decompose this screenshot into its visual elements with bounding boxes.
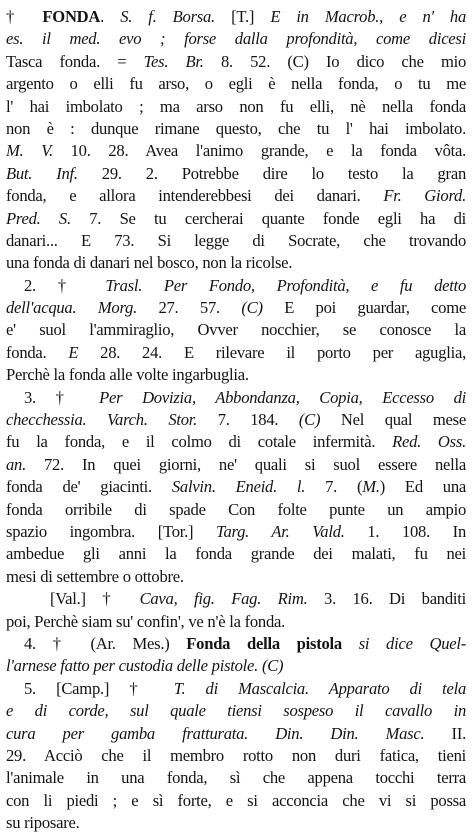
text-run: Salvin. Eneid. l. (171, 477, 306, 497)
text-run: FONDA (42, 7, 101, 26)
text-run: 10. 28. Avea l'animo grande, e la fonda vôta. (52, 141, 466, 161)
text-run: [Val.] † (50, 589, 140, 609)
text-run: mesi di settembre o ottobre. (6, 566, 184, 586)
text-line (6, 51, 466, 73)
text-run: 3. † (24, 387, 100, 407)
text-line (6, 431, 466, 453)
text-run: M. V. (6, 141, 53, 161)
text-run: E in Macrob., e n' ha (270, 7, 466, 26)
text-line (6, 118, 466, 140)
text-run: Fr. Giord. (383, 186, 466, 206)
text-run: [T.] (214, 7, 271, 26)
text-run: e di corde, sul quale tiensi sospeso il cavallo in (6, 701, 466, 721)
text-line (6, 275, 466, 297)
text-run: una fonda di danari nel bosco, non la ricolse. (6, 253, 293, 273)
text-line (6, 96, 466, 118)
text-line (6, 499, 466, 521)
text-run: . (100, 7, 121, 26)
text-run: ambedue gli anni la fonda grande dei malati, fu nei (6, 544, 466, 564)
text-line (6, 633, 466, 655)
text-run: Cava, fig. Fag. Rim. (139, 589, 308, 609)
text-line (6, 767, 466, 789)
text-line (6, 588, 466, 610)
text-line (6, 611, 466, 633)
text-run: su riposare. (6, 813, 80, 833)
text-run: fu la fonda, e il colmo di cotale infermità. (6, 432, 393, 452)
text-line (6, 476, 466, 498)
text-run: E poi guardar, come (262, 298, 466, 318)
text-line (6, 28, 466, 50)
text-run: T. di Mascalcia. Apparato di tela (173, 678, 466, 698)
text-run: 8. 52. (C) Io dico che mio (203, 51, 466, 71)
text-line (6, 543, 466, 565)
text-line (6, 319, 466, 341)
text-run: (C) (241, 298, 263, 318)
text-line (6, 409, 466, 431)
text-run: fonda orribile di spade Con folte punte un ampio (6, 499, 466, 519)
text-run: 2. † (24, 275, 106, 295)
text-line (6, 655, 466, 677)
text-run: Trasl. Per Fondo, Profondità, e fu detto (105, 275, 466, 295)
text-line (6, 230, 466, 252)
text-run: (C) (298, 410, 321, 430)
text-run: II. (424, 723, 466, 743)
text-run: † (6, 7, 43, 26)
text-run: E (68, 342, 79, 362)
text-run: Per Dovizia, Abbondanza, Copia, Eccesso di (99, 387, 466, 407)
text-run: 7. 184. (197, 410, 299, 430)
text-run: es. il med. evo ; forse dalla profondità, come dicesi (6, 29, 466, 49)
text-run: fonda de' giacinti. (6, 477, 172, 497)
text-run: checchessia. Varch. Stor. (6, 410, 198, 430)
text-run: l'animale in una fonda, sì che appena tocchi terra (6, 768, 466, 788)
text-line (6, 790, 466, 812)
text-line (6, 163, 466, 185)
text-run: Red. Oss. (392, 432, 466, 452)
text-run: 7. Se tu cercherai quante fonde egli ha di (70, 208, 466, 228)
text-run: an. (6, 454, 26, 474)
text-line (6, 700, 466, 722)
text-line (6, 342, 466, 364)
text-run: Pred. S. (6, 208, 71, 228)
text-line (6, 6, 466, 28)
text-line (6, 387, 466, 409)
text-run: 28. 24. E rilevare il porto per aguglia, (78, 342, 466, 362)
text-run: 1. 108. In (344, 521, 466, 541)
text-run: Targ. Ar. Vald. (216, 521, 345, 541)
text-run: 4. † (Ar. Mes.) (24, 633, 187, 653)
text-line (6, 364, 466, 386)
text-line (6, 297, 466, 319)
text-run: 72. In quei giorni, ne' quali si suol essere nella (26, 454, 466, 474)
text-line (6, 252, 466, 274)
text-run: 29. Acciò che il membro rotto non duri fatica, tieni (6, 745, 466, 765)
text-line (6, 723, 466, 745)
text-line (6, 678, 466, 700)
text-run: Fonda della pistola (186, 633, 342, 653)
text-run: l' hai imbolato ; ma arso non fu elli, nè nella fonda (6, 96, 466, 116)
text-line (6, 521, 466, 543)
text-run: spazio ingombra. [Tor.] (6, 521, 216, 541)
text-run: l'arnese fatto per custodia delle pistole. (C) (6, 656, 284, 676)
text-run: Tes. Br. (143, 51, 204, 71)
text-run: But. Inf. (6, 163, 78, 183)
text-run: non è : dunque rimane questo, che tu l' hai imbolato. (6, 118, 466, 138)
text-line (6, 566, 466, 588)
text-run: 5. [Camp.] † (24, 678, 174, 698)
text-line (6, 140, 466, 162)
text-run: dell'acqua. Morg. (6, 298, 137, 318)
text-run: si dice Quel- (341, 633, 466, 653)
dictionary-entry-fonda (6, 6, 466, 834)
text-run: con li piedi ; e sì forte, e si acconcia che vi si possa (6, 790, 466, 810)
text-run: S. f. Borsa. (120, 7, 215, 26)
text-line (6, 745, 466, 767)
text-run: 3. 16. Di banditi (307, 589, 466, 609)
text-run: 7. ( (305, 477, 363, 497)
text-run: fonda, e allora intenderebbesi dei danari. (6, 186, 384, 206)
text-line (6, 454, 466, 476)
text-run: Nel qual mese (320, 410, 466, 430)
text-run: fonda. (6, 342, 69, 362)
text-run: 27. 57. (137, 298, 242, 318)
text-run: argento o elli fu arso, o egli è nella fonda, o tu me (6, 74, 466, 94)
text-run: Tasca fonda. = (6, 51, 144, 71)
text-line (6, 185, 466, 207)
text-run: poi, Perchè siam su' confin', ve n'è la fonda. (6, 611, 286, 631)
text-line (6, 73, 466, 95)
text-run: M. (362, 477, 380, 497)
text-line (6, 812, 466, 834)
text-run: Perchè la fonda alle volte ingarbuglia. (6, 365, 249, 385)
text-line (6, 208, 466, 230)
text-run: ) Ed una (379, 477, 466, 497)
text-run: 29. 2. Potrebbe dire lo testo la gran (77, 163, 466, 183)
text-run: danari... E 73. Si legge di Socrate, che trovando (6, 230, 466, 250)
text-run: e' suol l'ammiraglio, Ovver nocchier, se conosce la (6, 320, 466, 340)
text-run: cura per gamba fratturata. Din. Din. Masc. (6, 723, 425, 743)
